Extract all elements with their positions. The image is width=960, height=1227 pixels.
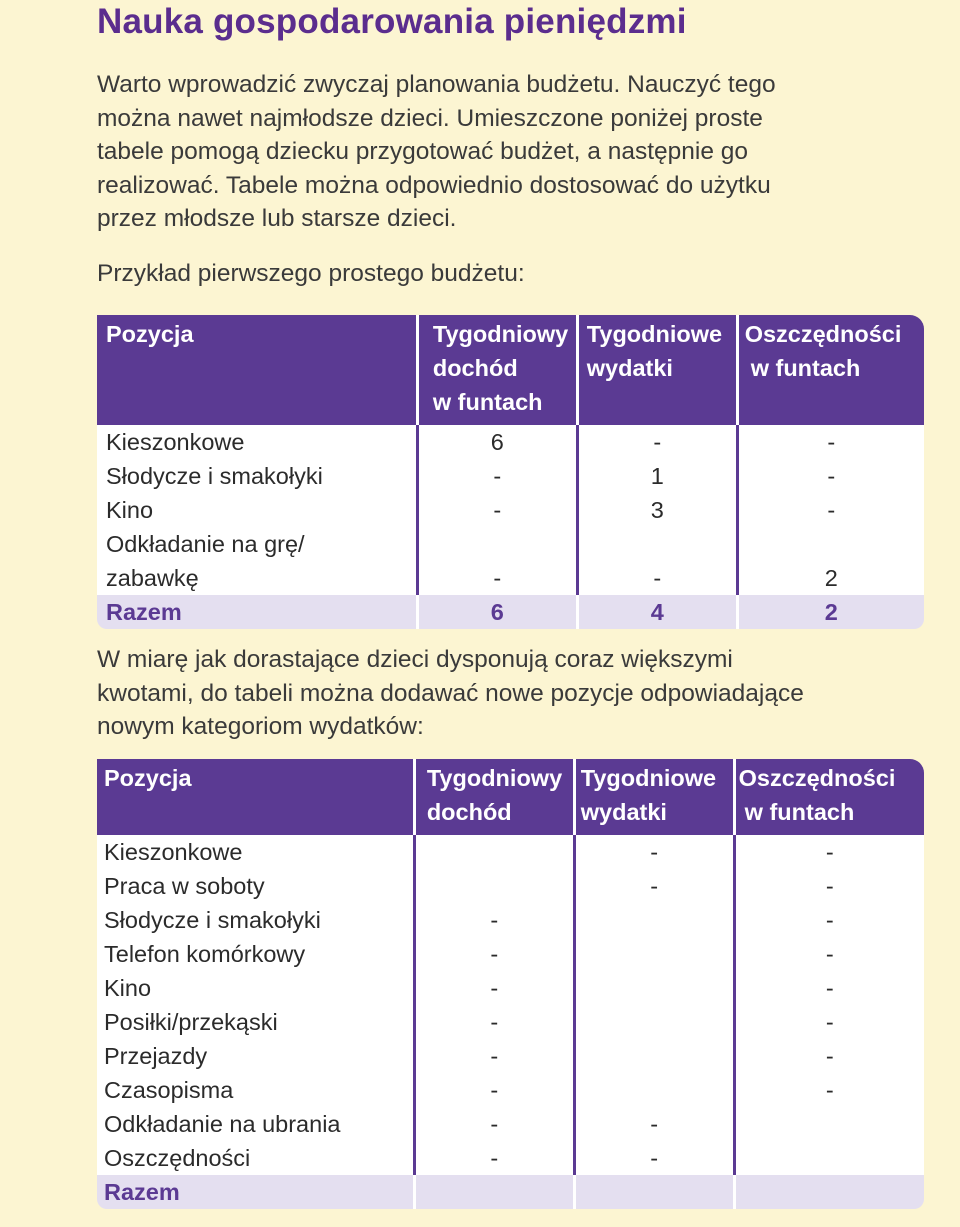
table-row: Posiłki/przekąski - - [97,1005,924,1039]
table-row: Kino - 3 - [97,493,924,527]
middle-line: nowym kategoriom wydatków: [97,713,424,740]
intro-line: Warto wprowadzić zwyczaj planowania budżetu. Nauczyć tego [97,71,776,98]
table-row: Słodycze i smakołyki - 1 - [97,459,924,493]
table-row: Słodycze i smakołyki - - [97,903,924,937]
table-row: zabawkę - - 2 [97,561,924,595]
table-row: Czasopisma - - [97,1073,924,1107]
example-label: Przykład pierwszego prostego budżetu: [97,260,525,287]
table-row: Praca w soboty - - [97,869,924,903]
intro-line: realizować. Tabele można odpowiednio dostosować do użytku [97,171,771,199]
middle-paragraph [97,643,804,744]
header-savings: Oszczędności w funtach [736,315,924,425]
table-total-row: Razem [97,1175,924,1209]
middle-line: kwotami, do tabeli można dodawać nowe pozycje odpowiadające [97,679,804,707]
intro-line: przez młodsze lub starsze dzieci. [97,205,457,232]
table-row: Kieszonkowe 6 - - [97,425,924,459]
table-row: Odkładanie na grę/ [97,527,924,561]
budget-table-extended [97,759,924,1209]
page-title: Nauka gospodarowania pieniędzmi [97,2,687,41]
table-row: Kieszonkowe - - [97,835,924,869]
table-row: Telefon komórkowy - - [97,937,924,971]
intro-line: można nawet najmłodsze dzieci. Umieszczone poniżej proste [97,104,763,132]
header-savings: Oszczędności w funtach [733,759,924,835]
intro-line: tabele pomogą dziecku przygotować budżet, a następnie go [97,138,749,165]
header-expenses: Tygodniowe wydatki [573,759,733,835]
intro-paragraph [97,68,776,236]
header-income: Tygodniowy dochód w funtach [416,315,576,425]
table-total-row: Razem 6 4 2 [97,595,924,629]
table-row: Przejazdy - - [97,1039,924,1073]
header-income: Tygodniowy dochód [413,759,573,835]
header-pozycja: Pozycja [97,759,413,835]
header-expenses: Tygodniowe wydatki [576,315,736,425]
header-pozycja: Pozycja [97,315,416,425]
table-row: Odkładanie na ubrania - - [97,1107,924,1141]
table-row: Oszczędności - - [97,1141,924,1175]
middle-line: W miarę jak dorastające dzieci dysponują coraz większymi [97,646,733,673]
budget-table-simple [97,315,924,629]
table-row: Kino - - [97,971,924,1005]
